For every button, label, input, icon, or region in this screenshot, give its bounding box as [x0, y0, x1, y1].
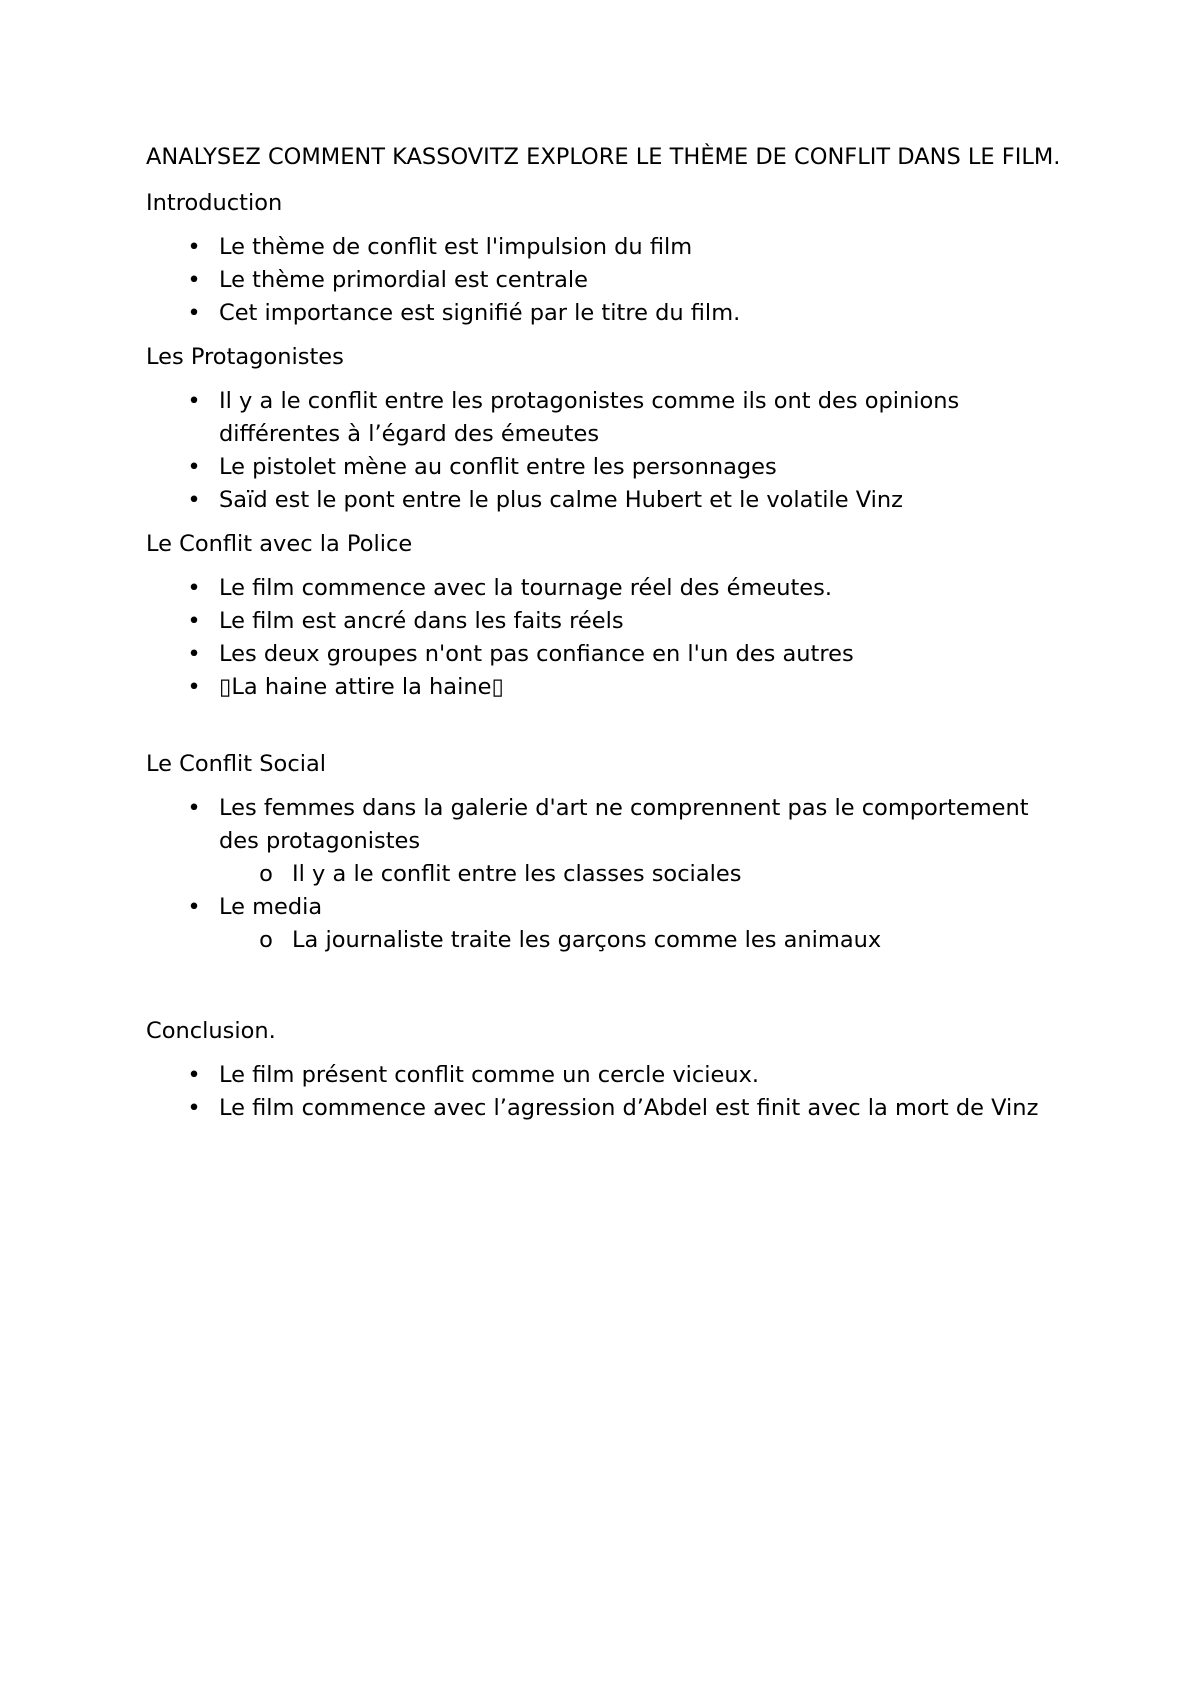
list-item [146, 1092, 1066, 1125]
list-item [146, 231, 1066, 264]
bullet-icon: • [187, 1095, 201, 1121]
list-item [146, 297, 1066, 330]
list-item-text: Les deux groupes n'ont pas confiance en l'un des autres [219, 641, 854, 667]
conclusion-list [146, 1059, 1066, 1125]
list-item [146, 264, 1066, 297]
list-item-text: Saïd est le pont entre le plus calme Hubert et le volatile Vinz [219, 487, 903, 513]
list-item-text: Le pistolet mène au conflit entre les personnages [219, 454, 777, 480]
list-item [146, 638, 1066, 671]
sub-list-item [219, 924, 1066, 957]
bullet-icon: • [187, 487, 201, 513]
bullet-icon: • [187, 388, 201, 414]
circle-bullet-icon: o [259, 927, 273, 953]
section-heading-social: Le Conflit Social [146, 751, 326, 777]
document-title: ANALYSEZ COMMENT KASSOVITZ EXPLORE LE THÈME DE CONFLIT DANS LE FILM. [146, 144, 1061, 170]
list-item-text: Le film commence avec l’agression d’Abdel est finit avec la mort de Vinz [219, 1095, 1039, 1121]
spacer [146, 968, 1066, 1015]
list-item-text: Les femmes dans la galerie d'art ne comprennent pas le comportement des protagonistes [219, 795, 1029, 854]
bullet-icon: • [187, 1062, 201, 1088]
bullet-icon: • [187, 674, 201, 700]
list-item-text: Le film commence avec la tournage réel des émeutes. [219, 575, 833, 601]
list-item [146, 484, 1066, 517]
list-item [146, 1059, 1066, 1092]
section-heading-introduction: Introduction [146, 190, 283, 216]
bullet-icon: • [187, 894, 201, 920]
bullet-icon: • [187, 575, 201, 601]
list-item [146, 451, 1066, 484]
bullet-icon: • [187, 267, 201, 293]
list-item-text: Il y a le conflit entre les protagonistes comme ils ont des opinions différentes à l’égard des émeutes [219, 388, 960, 447]
bullet-icon: • [187, 300, 201, 326]
list-item-text: Le thème primordial est centrale [219, 267, 588, 293]
list-item [146, 572, 1066, 605]
bullet-icon: • [187, 608, 201, 634]
social-list [146, 792, 1066, 957]
protagonistes-list [146, 385, 1066, 517]
introduction-list [146, 231, 1066, 330]
document-body [146, 140, 1066, 1136]
sub-list-item [219, 858, 1066, 891]
sub-list [219, 924, 1066, 957]
bullet-icon: • [187, 454, 201, 480]
circle-bullet-icon: o [259, 861, 273, 887]
list-item [146, 671, 1066, 704]
spacer [146, 715, 1066, 748]
list-item-text: Le film est ancré dans les faits réels [219, 608, 624, 634]
bullet-icon: • [187, 234, 201, 260]
bullet-icon: • [187, 795, 201, 821]
sub-list-item-text: Il y a le conflit entre les classes sociales [292, 861, 742, 887]
section-heading-police: Le Conflit avec la Police [146, 531, 413, 557]
list-item-text: Le media [219, 894, 323, 920]
list-item-text: ▯La haine attire la haine▯ [219, 674, 504, 700]
list-item [146, 792, 1066, 891]
list-item-text: Le film présent conflit comme un cercle vicieux. [219, 1062, 760, 1088]
list-item-text: Le thème de conflit est l'impulsion du film [219, 234, 693, 260]
section-heading-protagonistes: Les Protagonistes [146, 344, 344, 370]
police-list [146, 572, 1066, 704]
section-heading-conclusion: Conclusion. [146, 1018, 276, 1044]
list-item [146, 605, 1066, 638]
sub-list-item-text: La journaliste traite les garçons comme les animaux [292, 927, 882, 953]
sub-list [219, 858, 1066, 891]
list-item [146, 385, 1066, 451]
list-item [146, 891, 1066, 957]
bullet-icon: • [187, 641, 201, 667]
list-item-text: Cet importance est signifié par le titre du film. [219, 300, 741, 326]
